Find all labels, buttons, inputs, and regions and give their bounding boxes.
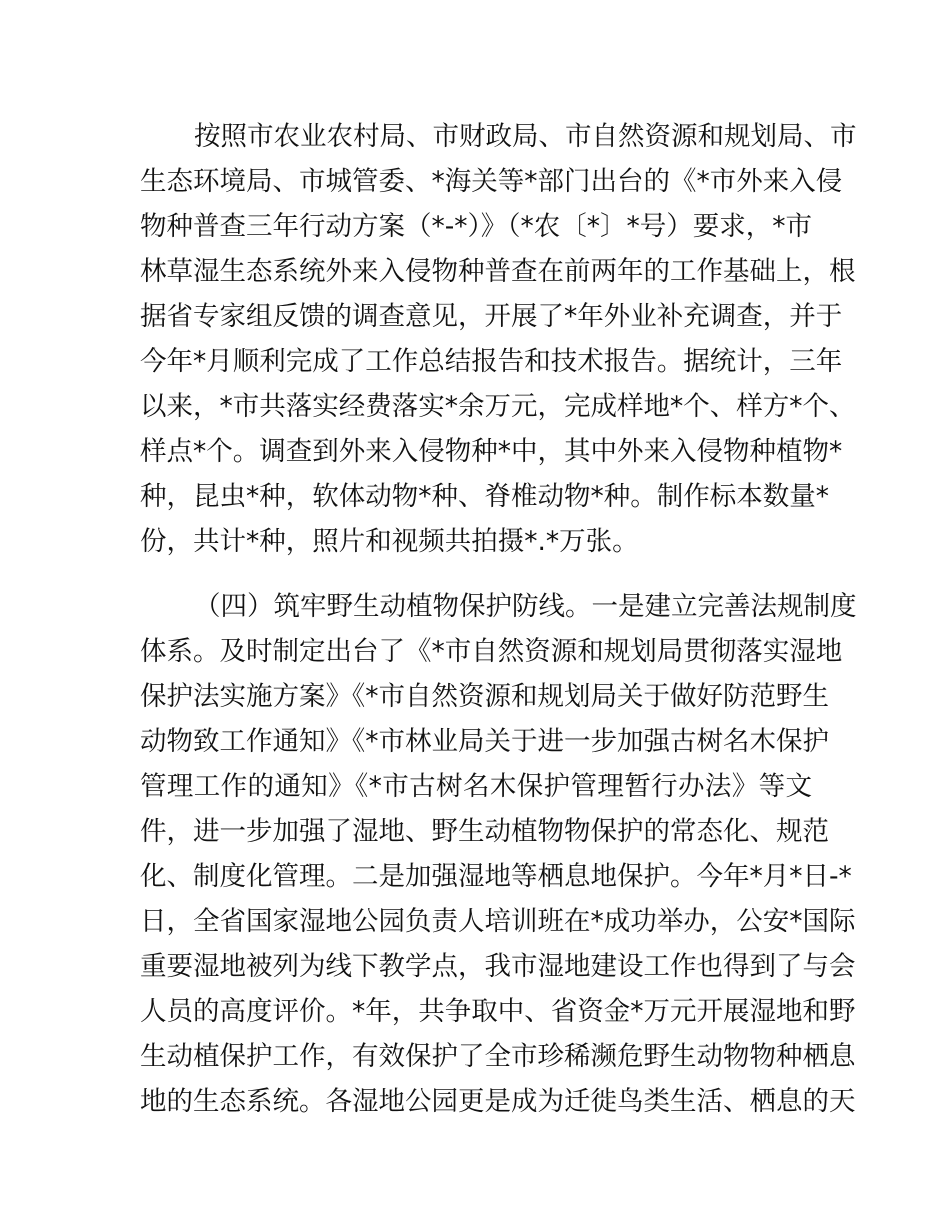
text-line: 化、制度化管理。二是加强湿地等栖息地保护。今年*月*日-* <box>140 861 852 892</box>
section-heading-line: （四）筑牢野生动植物保护防线。一是建立完善法规制度 <box>194 591 857 622</box>
text-line: 生动植保护工作，有效保护了全市珍稀濒危野生动物物种栖息 <box>140 1041 856 1072</box>
text-line: 体系。及时制定出台了《*市自然资源和规划局贯彻落实湿地 <box>140 636 843 667</box>
paragraph-invasive-species-survey <box>140 114 857 564</box>
text-line: 样点*个。调查到外来入侵物种*中，其中外来入侵物种植物* <box>140 436 843 467</box>
text-line: 林草湿生态系统外来入侵物种普查在前两年的工作基础上，根 <box>140 256 856 287</box>
text-line: 保护法实施方案》《*市自然资源和规划局关于做好防范野生 <box>140 681 829 712</box>
text-line: 人员的高度评价。*年，共争取中、省资金*万元开展湿地和野 <box>140 996 856 1027</box>
text-line: 种，昆虫*种，软体动物*种、脊椎动物*种。制作标本数量* <box>140 481 829 512</box>
text-line: 份，共计*种，照片和视频共拍摄*.*万张。 <box>140 526 639 557</box>
text-line: 件，进一步加强了湿地、野生动植物物保护的常态化、规范 <box>140 816 829 847</box>
paragraph-wildlife-protection <box>140 584 857 1124</box>
text-line: 今年*月顺利完成了工作总结报告和技术报告。据统计，三年 <box>140 346 843 377</box>
text-line: 管理工作的通知》《*市古树名木保护管理暂行办法》等文 <box>140 771 812 802</box>
text-line: 动物致工作通知》《*市林业局关于进一步加强古树名木保护 <box>140 726 829 757</box>
text-line: 重要湿地被列为线下教学点，我市湿地建设工作也得到了与会 <box>140 951 856 982</box>
text-line: 地的生态系统。各湿地公园更是成为迁徙鸟类生活、栖息的天 <box>140 1086 856 1117</box>
text-line: 据省专家组反馈的调查意见，开展了*年外业补充调查，并于 <box>140 301 843 332</box>
text-line: 以来，*市共落实经费落实*余万元，完成样地*个、样方*个、 <box>140 391 856 422</box>
text-line: 按照市农业农村局、市财政局、市自然资源和规划局、市 <box>194 121 857 152</box>
text-line: 日，全省国家湿地公园负责人培训班在*成功举办，公安*国际 <box>140 906 856 937</box>
text-line: 物种普查三年行动方案（*-*）》（*农〔*〕*号）要求，*市 <box>140 211 813 242</box>
text-line: 生态环境局、市城管委、*海关等*部门出台的《*市外来入侵 <box>140 166 843 197</box>
